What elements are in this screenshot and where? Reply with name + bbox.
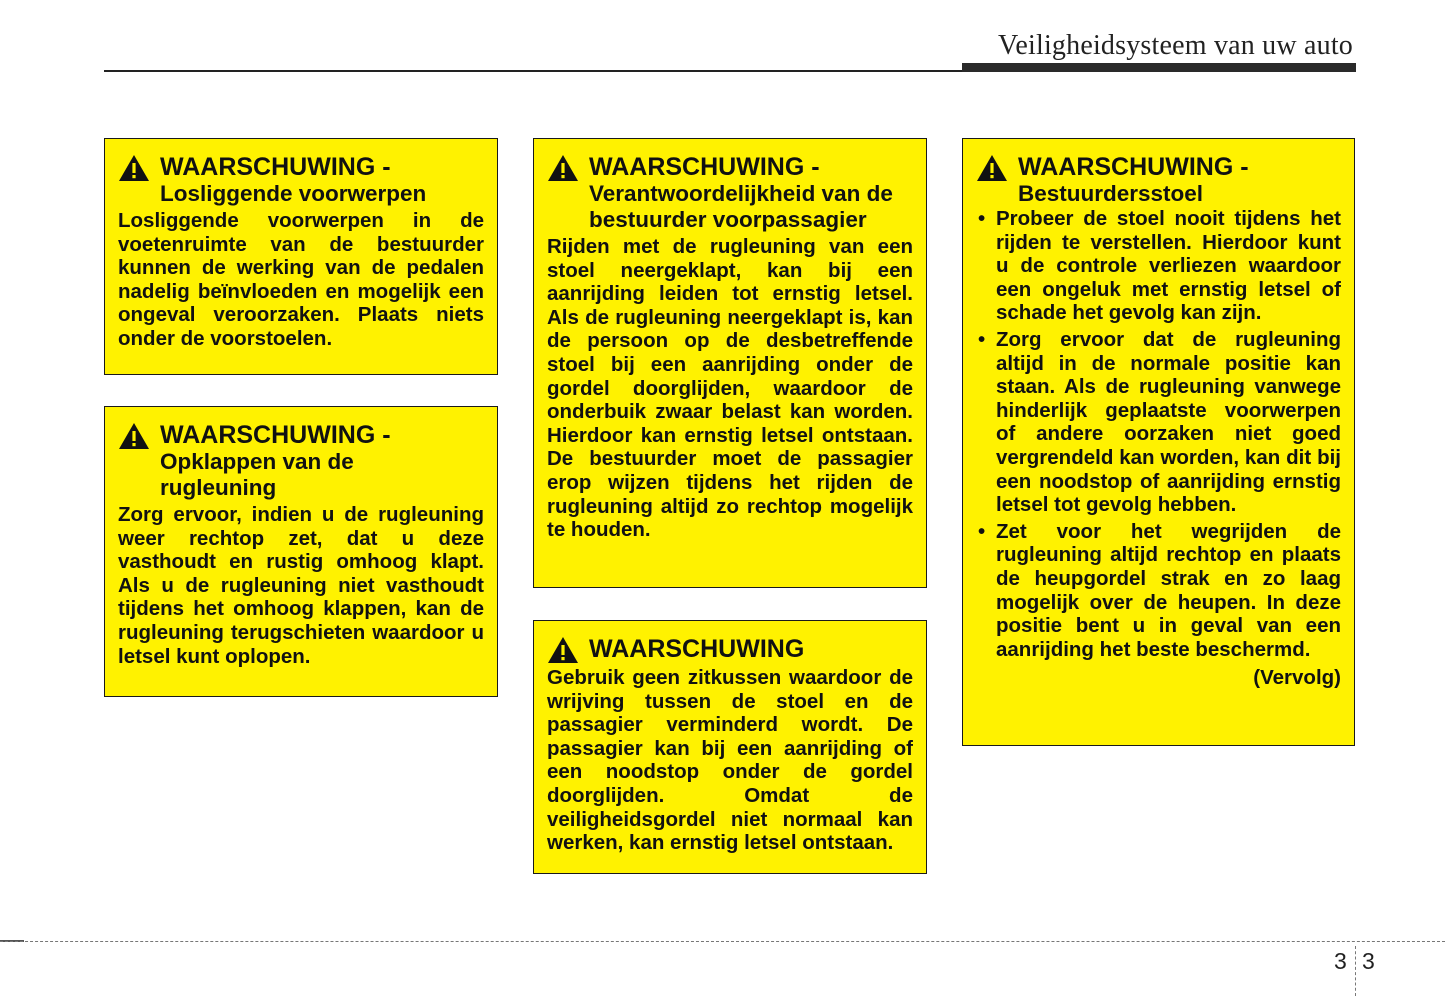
bullet-text: Zet voor het wegrijden de rugleuning altijd rechtop en plaats de heupgordel strak en zo laag mogelijk over de heupen. In deze positie bent u in geval van een aanrijding het beste beschermd. (996, 519, 1341, 661)
warning-body: Gebruik geen zitkussen waardoor de wrijving tussen de stoel en de passagier verminderd wordt. De passagier kan bij een aanrijding of een noodstop onder de gordel doorglijden. Omdat de veiligheidsgordel niet normaal kan werken, kan ernstig letsel ontstaan. (547, 666, 913, 855)
warning-box-seatback-folding (104, 406, 498, 697)
warning-body: Zorg ervoor, indien u de rugleuning weer rechtop zet, dat u deze vasthoudt en rustig omhoog klapt. Als u de rugleuning niet vasthoudt tijdens het omhoog klappen, kan de rugleuning terugschieten waardoor u letsel kunt oplopen. (118, 503, 484, 668)
warning-title: WAARSCHUWING (589, 635, 805, 663)
continued-label: (Vervolg) (1253, 666, 1341, 690)
header-rule (104, 70, 962, 72)
warning-bullet-list (976, 207, 1341, 661)
bullet-text: Zorg ervoor dat de rugleuning altijd in de normale positie kan staan. Als de rugleuning vanwege hinderlijk geplaatste voorwerpen of andere oorzaken niet goed vergrendeld kan worden, kan dit bij een noodstop of aanrijding ernstig letsel tot gevolg hebben. (996, 327, 1341, 517)
warning-box-loose-objects (104, 138, 498, 375)
list-item (976, 328, 1341, 517)
page-number-separator (1355, 946, 1356, 996)
list-item (976, 207, 1341, 325)
warning-header (118, 153, 484, 207)
page-number: 3 (1362, 948, 1375, 974)
warning-triangle-icon (118, 154, 150, 182)
warning-header (118, 421, 484, 501)
warning-subtitle: Losliggende voorwerpen (160, 181, 427, 206)
footer-dashed-rule (0, 941, 1445, 942)
bullet-dot: • (978, 327, 986, 351)
warning-header (547, 635, 913, 664)
warning-title: WAARSCHUWING - (1018, 153, 1249, 181)
warning-body: Rijden met de rugleuning van een stoel neergeklapt, kan bij een aanrijding leiden tot ernstig letsel. Als de rugleuning neergeklapt is, kan de persoon op de desbetreffende stoel bij een aanrijding onder de gordel doorglijden, waardoor de onderbuik zwaar belast kan worden. Hierdoor kan ernstig letsel ontstaan. De bestuurder moet de passagier erop wijzen tijdens het rijden de rugleuning altijd zo rechtop mogelijk te houden. (547, 235, 913, 542)
page-section-number: 3 (1334, 948, 1347, 974)
warning-box-driver-responsibility (533, 138, 927, 588)
list-item (976, 520, 1341, 662)
warning-triangle-icon (976, 154, 1008, 182)
warning-title: WAARSCHUWING - (589, 153, 820, 181)
warning-body: Losliggende voorwerpen in de voetenruimte van de bestuurder kunnen de werking van de pedalen nadelig beïnvloeden en mogelijk een ongeval veroorzaken. Plaats niets onder de voorstoelen. (118, 209, 484, 350)
warning-triangle-icon (118, 422, 150, 450)
warning-subtitle: Verantwoordelijkheid van de bestuurder voorpassagier (589, 181, 893, 232)
header-rule-thick (962, 63, 1356, 72)
bullet-dot: • (978, 207, 986, 230)
bullet-dot: • (978, 519, 986, 543)
warning-title: WAARSCHUWING - (160, 421, 391, 449)
warning-triangle-icon (547, 636, 579, 664)
warning-triangle-icon (547, 154, 579, 182)
warning-header (976, 153, 1341, 207)
warning-subtitle: Bestuurdersstoel (1018, 181, 1204, 206)
warning-box-driver-seat (962, 138, 1355, 746)
warning-header (547, 153, 913, 233)
warning-subtitle: Opklappen van de rugleuning (160, 449, 354, 500)
warning-title: WAARSCHUWING - (160, 153, 391, 181)
page-header-title: Veiligheidsysteem van uw auto (998, 30, 1353, 61)
warning-box-seat-cushion (533, 620, 927, 874)
bullet-text: Probeer de stoel nooit tijdens het rijden te verstellen. Hierdoor kunt u de controle verliezen waardoor een ongeluk met ernstig letsel of schade het gevolg kan zijn. (996, 207, 1341, 325)
